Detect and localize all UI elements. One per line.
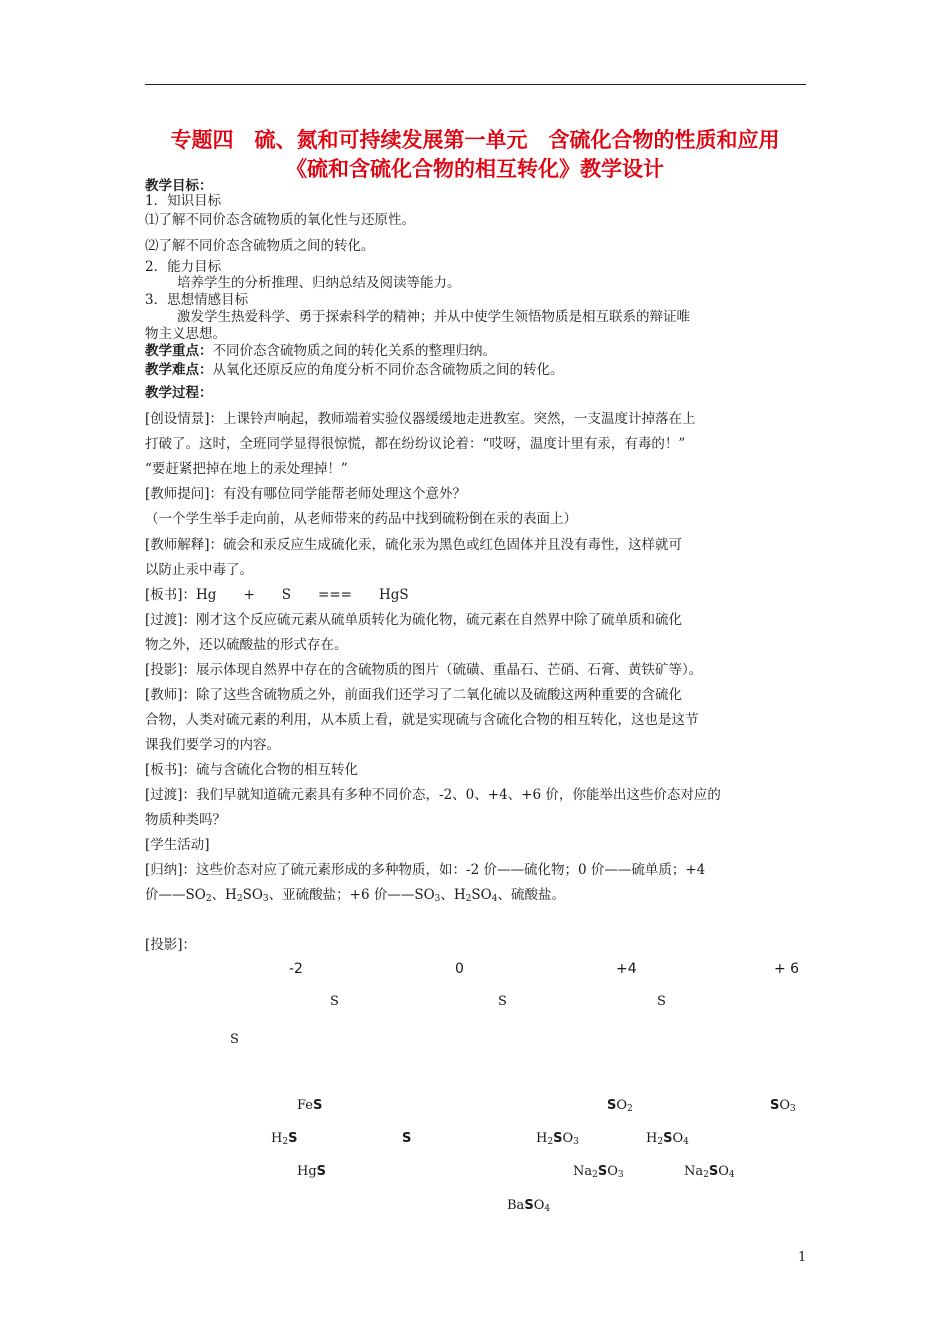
para-1-line-3: “要赶紧把掉在地上的汞处理掉！” [145,461,348,477]
para-4-line-2: 以防止汞中毒了。 [145,562,253,578]
objective-1a: ⑴了解不同价态含硫物质的氧化性与还原性。 [145,212,415,228]
formula-s: S [402,1131,412,1146]
para-4-line-1: [教师解释]：硫会和汞反应生成硫化汞，硫化汞为黑色或红色固体并且没有毒性，这样就可 [145,537,683,553]
s-label-plus-6: S [657,994,666,1009]
valence-plus-4: +4 [616,961,637,977]
objectives-heading: 教学目标： [145,178,213,194]
key-point [145,343,496,359]
formula-fes: FeS [297,1098,323,1113]
formula-hgs: HgS [297,1164,327,1179]
objective-3: 3．思想情感目标 [145,292,249,308]
formula-h2so3: $H_2SO_3$ [536,1131,579,1147]
para-12-line-1: [归纳]：这些价态对应了硫元素形成的多种物质，如：-2 价——硫化物；0 价——硫单质；+4 [145,862,706,878]
formula-baso4: BaSO$_4$ [507,1198,551,1214]
objective-3a-line-1: 激发学生热爱科学、勇于探索科学的精神；并从中使学生领悟物质是相互联系的辩证唯 [177,309,690,325]
objective-3a-line-2: 物主义思想。 [145,326,226,342]
para-10-line-2: 物质种类吗？ [145,812,226,828]
difficult-point-label: 教学难点： [145,362,213,378]
valence-minus-2: -2 [289,961,303,977]
s-label-minus-2: S [330,994,339,1009]
objective-2a: 培养学生的分析推理、归纳总结及阅读等能力。 [177,275,461,291]
key-point-label: 教学重点： [145,343,213,359]
para-8-line-1: [教师]：除了这些含硫物质之外，前面我们还学习了二氧化硫以及硫酸这两种重要的含硫化 [145,687,683,703]
objective-1b: ⑵了解不同价态含硫物质之间的转化。 [145,238,375,254]
formula-h2s: $H_2S$ [271,1131,298,1147]
process-heading: 教学过程： [145,385,213,401]
para-13: [投影]： [145,937,197,953]
para-12-line-2: 价$——SO_2$、$H_2SO_3$、亚硫酸盐；+6 价$——SO_3$、$H_2SO_4$、硫酸盐。 [145,887,565,904]
difficult-point-text: 从氧化还原反应的角度分析不同价态含硫物质之间的转化。 [212,362,564,378]
para-9: [板书]：硫与含硫化合物的相互转化 [145,762,359,778]
para-2: [教师提问]：有没有哪位同学能帮老师处理这个意外？ [145,486,467,502]
para-6-line-2: 物之外，还以硫酸盐的形式存在。 [145,637,348,653]
para-11: [学生活动] [145,837,210,853]
para-1-line-1: [创设情景]：上课铃声响起，教师端着实验仪器缓缓地走进教室。突然，一支温度计掉落在上 [145,411,696,427]
page-number: 1 [798,1250,807,1265]
formula-so2: $SO_2$ [607,1098,633,1114]
para-7: [投影]：展示体现自然界中存在的含硫物质的图片（硫磺、重晶石、芒硝、石膏、黄铁矿等）。 [145,662,703,678]
para-5: [板书]：Hg + S === HgS [145,587,409,603]
objective-1: 1．知识目标 [145,193,222,209]
para-6-line-1: [过渡]：刚才这个反应硫元素从硫单质转化为硫化物，硫元素在自然界中除了硫单质和硫化 [145,612,683,628]
para-3: （一个学生举手走向前，从老师带来的药品中找到硫粉倒在汞的表面上） [145,511,577,527]
difficult-point [145,362,564,378]
s-label-0: S [230,1032,239,1047]
header-rule [145,84,806,85]
formula-h2so4: $H_2SO_4$ [646,1131,689,1147]
key-point-text: 不同价态含硫物质之间的转化关系的整理归纳。 [212,343,496,359]
title-line-1: 专题四 硫、氮和可持续发展第一单元 含硫化合物的性质和应用 [170,128,780,152]
para-8-line-2: 合物，人类对硫元素的利用，从本质上看，就是实现硫与含硫化合物的相互转化，这也是这节 [145,712,699,728]
formula-na2so3: $Na_2SO_3$ [573,1164,624,1180]
formula-so3: $SO_3$ [770,1098,796,1114]
title-line-2: 《硫和含硫化合物的相互转化》教学设计 [286,157,664,181]
valence-plus-6: + 6 [774,961,800,977]
formula-na2so4: $Na_2SO_4$ [684,1164,735,1180]
objective-2: 2．能力目标 [145,259,222,275]
para-1-line-2: 打破了。这时，全班同学显得很惊慌，都在纷纷议论着：“哎呀，温度计里有汞，有毒的！” [145,436,686,452]
para-10-line-1: [过渡]：我们早就知道硫元素具有多种不同价态，-2、0、+4、+6 价，你能举出这些价态对应的 [145,787,721,803]
s-label-plus-4: S [498,994,507,1009]
para-8-line-3: 课我们要学习的内容。 [145,737,280,753]
valence-0: 0 [455,961,464,977]
